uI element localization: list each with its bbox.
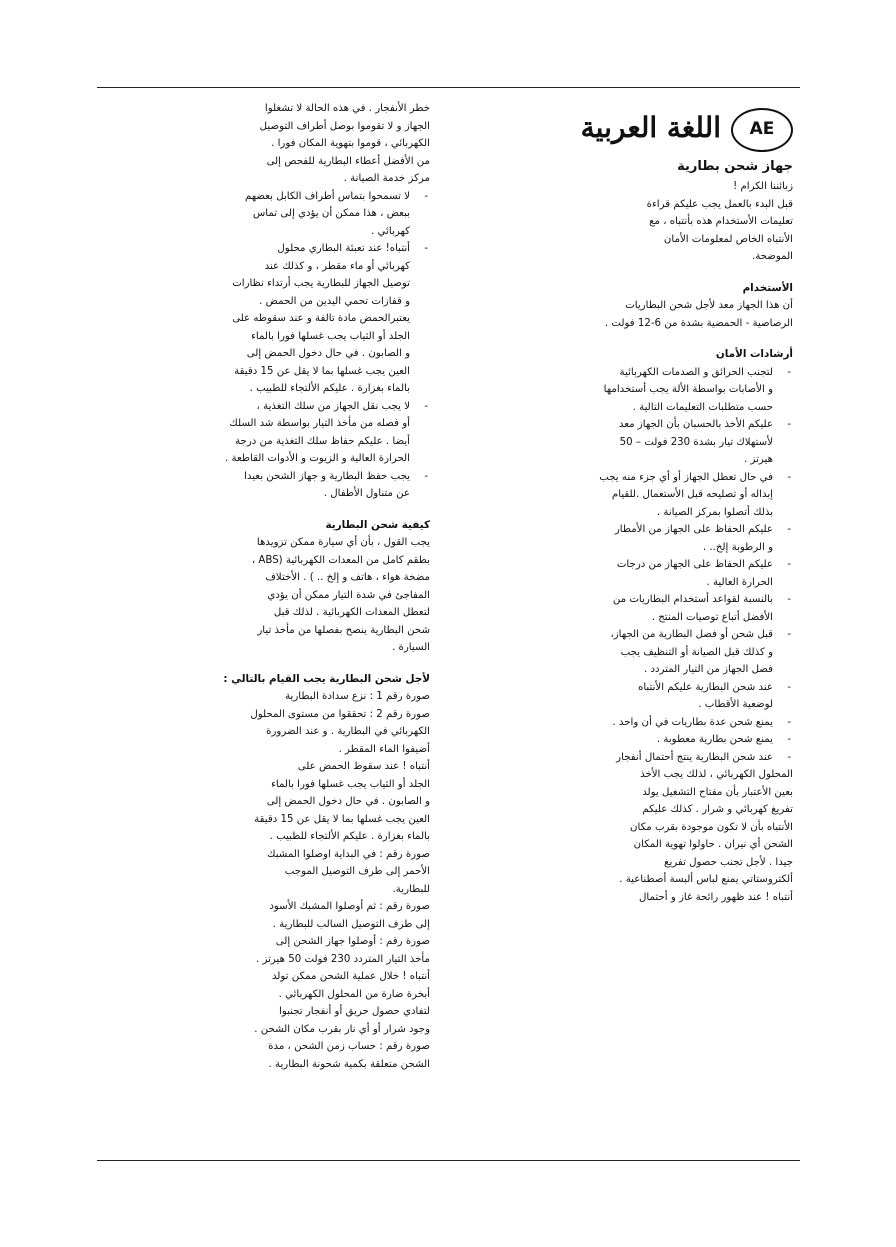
language-badge: AE	[731, 108, 793, 152]
text-line: - بالنسبة لقواعد أستخدام البطاريات من	[612, 594, 773, 605]
text-line: مضخة هواء ، هاتف و إلخ .. ) . الأختلاف	[265, 572, 430, 583]
text-line: كهربائي أو ماء مقطر ، و كذلك عند	[264, 260, 410, 272]
text-line: ببعض ، هذا ممكن أن يؤدي إلى تماس	[252, 208, 410, 219]
text-line: - يجب حفظ البطارية و جهاز الشحن بعيدا	[244, 470, 410, 482]
text-line: الحرارة العالية .	[706, 576, 773, 588]
text-line: بطقم كامل من المعدات الكهربائية (ABS ،	[251, 554, 430, 566]
list-item	[582, 679, 793, 714]
usage-paragraph	[582, 297, 793, 332]
usage-heading: الأستخدام	[742, 281, 793, 294]
explosion-paragraph	[582, 766, 793, 906]
text-line: العين يجب غسلها بما لا يقل عن 15 دقيقة	[234, 365, 410, 377]
text-line: الأفضل أتباع توصيات المنتج .	[651, 611, 773, 623]
text-line: يعتبرالحمض مادة تالفة و عند سقوطه على	[232, 313, 410, 324]
text-line: المفاجئ في شدة التيار ممكن أن يؤدي	[267, 589, 430, 601]
text-line: - عليكم الأخذ بالحسبان بأن الجهاز معد	[618, 419, 773, 430]
text-line: أنتباه ! خلال عملية الشحن ممكن تولد	[271, 971, 430, 982]
text-line: بعين الأعتبار بأن مفتاح التشغيل يولد	[642, 786, 793, 798]
text-line: الشحن متعلقة بكمية شحونة البطارية .	[268, 1058, 430, 1070]
text-line: الجلد أو الثياب يجب غسلها فورا بالماء	[251, 330, 410, 342]
text-line: لوضعية الأقطاب .	[698, 699, 773, 710]
list-item	[582, 469, 793, 522]
text-line: ألكتروستاتي يمنع لباس ألبسة أصطناعية .	[619, 874, 793, 885]
text-line: الجلد أو الثياب يجب غسلها فورا بالماء	[271, 778, 430, 790]
product-title: جهاز شحن بطارية	[677, 159, 793, 174]
steps-heading: لأجل شحن البطارية يجب القيام بالتالي :	[223, 672, 430, 685]
list-item	[200, 398, 430, 468]
text-line: و الرطوبة إلخ.. .	[702, 541, 773, 553]
text-line: بذلك أتصلوا بمركز الصيانة .	[656, 506, 773, 518]
list-item	[200, 468, 430, 503]
text-line: الحرارة العالية و الزيوت و الأدوات القاطعة .	[225, 453, 410, 464]
text-line: - عليكم الحفاظ على الجهاز من درجات	[616, 559, 773, 570]
text-line: الكهربائي في البطارية . و عند الضرورة	[266, 726, 430, 737]
text-line: - عند شحن البطارية ينتج أحتمال أنفجار	[616, 751, 773, 763]
text-line: صورة رقم : في البداية اوصلوا المشبك	[267, 848, 430, 860]
text-line: من الأفضل أعطاء البطارية للفحص إلى	[266, 155, 430, 167]
text-line: الموضحة.	[751, 251, 793, 262]
text-line: إبداله أو تصليحه قبل الأستعمال .للقيام	[611, 489, 773, 500]
text-line: أيضا . عليكم حفاظ سلك التغذية من درجة	[235, 435, 410, 447]
section-header	[582, 100, 793, 156]
text-line: بالماء بغزارة . عليكم الألتجاء للطبيب .	[269, 831, 430, 842]
text-line: جيدا . لأجل تجنب حصول تفريغ	[664, 856, 793, 868]
list-item	[582, 416, 793, 469]
text-line: - يمنع شحن بطارية معطوبة .	[656, 734, 773, 745]
text-line: تفريغ كهربائي و شرار . كذلك عليكم	[642, 804, 793, 815]
continuation-paragraph	[200, 100, 430, 188]
text-line: شحن البطارية ينصح بفصلها من مأخذ تيار	[257, 624, 430, 636]
text-line: صورة رقم : ثم أوصلوا المشبك الأسود	[269, 901, 430, 912]
bottom-rule	[97, 1160, 800, 1161]
text-line: - لا يجب نقل الجهاز من سلك التغذية ،	[256, 400, 410, 412]
text-line: لتعطل المعدات الكهربائية . لذلك قبل	[273, 607, 430, 618]
text-line: - عند شحن البطارية عليكم الأنتباه	[637, 681, 773, 693]
list-item	[582, 556, 793, 591]
text-line: يجب القول ، بأن أي سيارة ممكن تزويدها	[256, 537, 430, 548]
list-item	[582, 591, 793, 626]
text-line: الشحن أي نيران . حاولوا تهوية المكان	[633, 839, 793, 850]
warning-list	[200, 188, 430, 503]
steps-paragraph	[200, 688, 430, 1073]
text-line: و قفازات تحمي اليدين من الحمض .	[259, 295, 410, 307]
text-line: الأنتباه الخاص لمعلومات الأمان	[663, 233, 793, 245]
text-line: صورة رقم 2 : تحققوا من مستوى المحلول	[250, 708, 430, 720]
text-line: صورة رقم : أوصلوا جهاز الشحن إلى	[275, 936, 430, 947]
text-line: خطر الأنفجار . في هذه الحالة لا تشغلوا	[264, 103, 430, 114]
text-line: - عليكم الحفاظ على الجهاز من الأمطار	[614, 524, 773, 535]
text-line: وجود شرار أو أي نار بقرب مكان الشحن .	[254, 1023, 430, 1035]
text-line: المحلول الكهربائي ، لذلك يجب الأخذ	[640, 769, 793, 780]
text-line: إلى طرف التوصيل السالب للبطارية .	[272, 918, 430, 930]
how-to-charge-heading: كيفية شحن البطارية	[325, 518, 430, 531]
text-line: - لتجنب الحرائق و الصدمات الكهربائية	[619, 366, 773, 378]
safety-heading: أرشادات الأمان	[715, 348, 793, 360]
text-line: فصل الجهاز من التيار المتردد .	[644, 664, 773, 675]
text-line: و كذلك قبل الصيانة أو التنظيف يجب	[620, 646, 773, 658]
intro-paragraph	[582, 178, 793, 266]
text-line: عن متناول الأطفال .	[323, 488, 410, 499]
text-line: لأستهلاك تيار بشدة 230 فولت – 50	[619, 436, 773, 448]
text-line: مركز خدمة الصيانة .	[343, 173, 430, 184]
text-line: الأحمر إلى طرف التوصيل الموجب	[284, 866, 430, 877]
list-item	[582, 364, 793, 417]
text-line: أو فصله من مأخذ التيار بواسطة شد السلك	[229, 418, 410, 429]
list-item	[582, 731, 793, 749]
text-line: السيارة .	[392, 642, 430, 653]
text-line: قبل البدء بالعمل يجب عليكم قراءة	[646, 198, 793, 210]
text-line: - قبل شحن أو فصل البطارية من الجهاز،	[610, 629, 773, 640]
text-line: - في حال تعطل الجهاز أو أي جزء منه يجب	[599, 471, 773, 483]
text-line: أنتباه ! عند ظهور رائحة غاز و أحتمال	[639, 891, 793, 903]
safety-list	[582, 364, 793, 767]
text-line: بالماء بغزارة . عليكم الألتجاء للطبيب .	[249, 383, 410, 394]
list-item	[200, 188, 430, 241]
text-line: الجهاز و لا تقوموا بوصل أطراف التوصيل	[259, 120, 430, 132]
text-line: توصيل الجهاز للبطارية يجب أرتداء نظارات	[232, 278, 410, 289]
text-line: صورة رقم : حساب زمن الشحن ، مدة	[268, 1041, 430, 1052]
text-line: أنتباه ! عند سقوط الحمض على	[297, 761, 430, 772]
text-line: الرصاصية - الحمضية بشدة من 6-12 فولت .	[604, 317, 793, 329]
text-line: كهربائي .	[371, 225, 410, 237]
text-line: و الصابون . في حال دخول الحمض إلى	[246, 348, 410, 359]
list-item	[582, 521, 793, 556]
text-line: لتفادي حصول حريق أو أنفجار تجنبوا	[278, 1006, 430, 1017]
list-item	[582, 714, 793, 732]
text-line: للبطارية.	[392, 883, 430, 895]
text-line: - لا تسمحوا بتماس أطراف الكابل بعضهم	[244, 190, 410, 202]
text-line: تعليمات الأستخدام هذه بأنتباه ، مع	[649, 216, 793, 227]
text-line: صورة رقم 1 : نزع سدادة البطارية	[285, 691, 430, 702]
text-line: - أنتباه! عند تعبئة البطاري محلول	[277, 243, 410, 254]
list-item	[582, 626, 793, 679]
text-line: زبائننا الكرام !	[733, 181, 793, 192]
text-line: و الأصابات بواسطة الألة يجب أستخدامها	[603, 384, 773, 395]
language-title: اللغة العربية	[580, 111, 721, 144]
text-line: أن هذا الجهاز معد لأجل شحن البطاريات	[625, 300, 793, 311]
text-line: مأخذ التيار المتردد 230 فولت 50 هيرتز .	[255, 953, 430, 965]
text-line: العين يجب غسلها بما لا يقل عن 15 دقيقة	[254, 813, 430, 825]
right-column	[582, 100, 793, 906]
how-to-charge-paragraph	[200, 534, 430, 657]
list-item	[582, 749, 793, 767]
top-rule	[97, 87, 800, 88]
text-line: حسب متطلبات التعليمات التالية .	[632, 401, 773, 413]
text-line: و الصابون . في حال دخول الحمض إلى	[266, 796, 430, 807]
text-line: - يمنع شحن عدة بطاريات في أن واحد .	[612, 716, 773, 728]
text-line: أضيفوا الماء المقطر .	[338, 743, 430, 755]
list-item	[200, 240, 430, 398]
text-line: هيرتز .	[743, 454, 773, 465]
text-line: الكهربائي ، قوموا بتهوية المكان فورا .	[271, 138, 430, 149]
text-line: أبخرة ضارة من المحلول الكهربائي .	[278, 988, 430, 1000]
left-column	[200, 100, 430, 1073]
text-line: الأنتباه بأن لا تكون موجودة بقرب مكان	[630, 821, 793, 833]
